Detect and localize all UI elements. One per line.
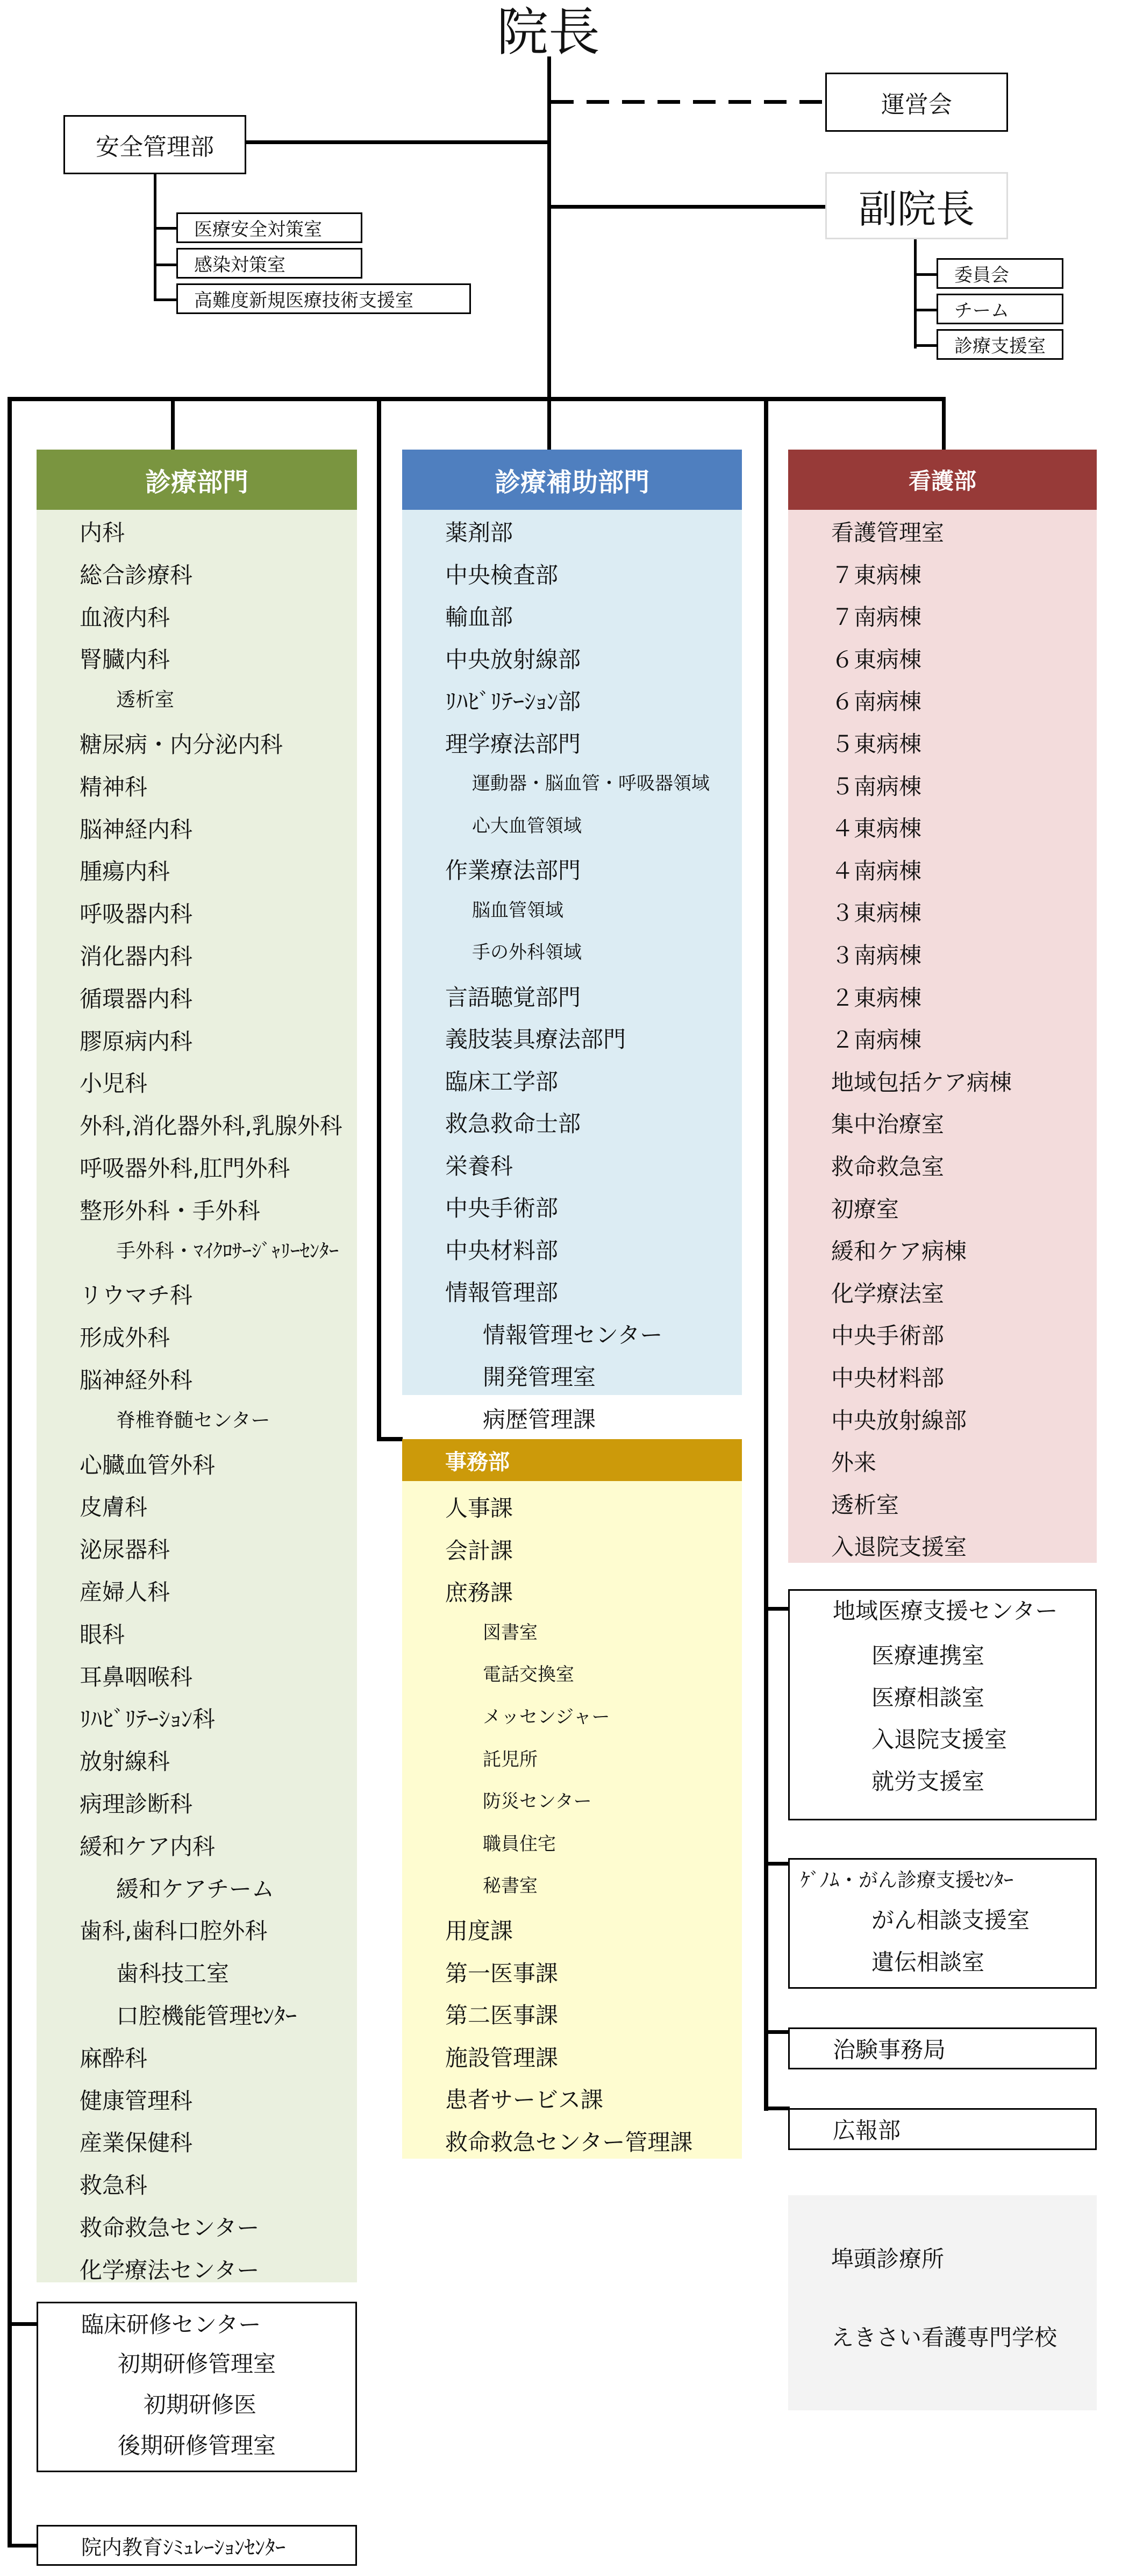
training-tick [8,2322,37,2326]
safety-child-label: 医療安全対策室 [194,219,322,240]
clinical-item: 病理診断科 [80,1791,193,1817]
nursing-item: ４南病棟 [831,857,922,884]
training-item: 後期研修管理室 [118,2432,276,2459]
clinical-item: 腫瘍内科 [80,858,170,885]
genome-item: がん相談支援室 [871,1907,1030,1933]
admin-item: メッセンジャー [483,1706,610,1728]
clinical-item: 眼科 [80,1621,125,1648]
regional-item: 医療連携室 [871,1642,985,1669]
training-item: 初期研修医 [144,2392,257,2418]
admin-item: 電話交換室 [483,1664,574,1686]
nursing-item: ７南病棟 [831,604,922,631]
right-tick [764,2107,790,2110]
clinical-item: 手外科・ﾏｲｸﾛｻｰｼﾞｬﾘｰｾﾝﾀｰ [116,1240,339,1262]
right-trunk-line [764,398,768,2111]
other-facilities-box [788,2195,1097,2410]
support-item: 言語聴覚部門 [445,984,581,1011]
clinical-item: 内科 [80,520,125,546]
nursing-title: 看護部 [908,468,976,494]
support-item: 義肢装具療法部門 [445,1026,626,1052]
regional-item: 就労支援室 [871,1768,985,1795]
admin-item: 救命救急センター管理課 [445,2129,693,2155]
safety-child-box [176,283,471,314]
vice-child-tick [914,344,938,347]
nursing-item: ５東病棟 [831,731,922,757]
education-label: 院内教育ｼﾐｭﾚｰｼｮﾝｾﾝﾀｰ [81,2535,286,2559]
nursing-item: 中央材料部 [831,1365,945,1391]
support-item: 中央検査部 [445,561,559,588]
clinical-item: 精神科 [80,773,148,800]
nursing-item: ４東病棟 [831,815,922,842]
regional-header-box [788,1589,1097,1630]
clinical-item: 外科,消化器外科,乳腺外科 [80,1113,342,1140]
nursing-item: ２南病棟 [831,1027,922,1054]
clinical-item: 緩和ケアチーム [116,1875,275,1902]
support-item: 臨床工学部 [445,1068,559,1095]
vice-child-box [937,258,1063,289]
left-trunk-line [8,397,12,2547]
vice-child-box [937,329,1063,360]
safety-label: 安全管理部 [96,133,214,161]
admin-item: 第二医事課 [445,2002,559,2029]
clinical-item: 健康管理科 [80,2087,193,2114]
admin-item: 秘書室 [483,1875,538,1897]
training-header-box [37,2302,357,2345]
clinical-item: 化学療法センター [80,2257,260,2283]
trial-box [788,2027,1097,2069]
director-box [462,0,634,62]
clinical-item: 血液内科 [80,604,170,631]
admin-item: 託児所 [483,1748,538,1770]
support-item: 輸血部 [445,604,513,630]
regional-item: 医療相談室 [871,1684,985,1711]
nursing-item: ３南病棟 [831,942,922,969]
nursing-item: 集中治療室 [831,1111,945,1138]
director-label: 院長 [497,2,600,62]
clinical-item: 脊椎脊髄センター [116,1409,270,1432]
clinical-item: 小児科 [80,1070,148,1097]
support-panel [402,450,742,1433]
main-trunk-line [547,54,551,398]
genome-body-box [788,1897,1097,1989]
support-item: 情報管理部 [445,1279,559,1306]
clinical-item: 耳鼻咽喉科 [80,1663,193,1690]
clinical-item: 麻酔科 [80,2045,148,2072]
education-tick [8,2544,37,2547]
admin-tick [377,1437,403,1441]
admin-item: 会計課 [445,1537,513,1564]
training-item: 初期研修管理室 [118,2351,276,2377]
clinical-item: 歯科,歯科口腔外科 [80,1918,268,1945]
safety-child-tick [154,227,177,230]
right-tick [764,1607,790,1611]
support-item: 脳血管領域 [472,899,563,921]
clinical-item: 皮膚科 [80,1494,148,1521]
clinical-item: 心臓血管外科 [80,1451,216,1478]
clinical-item: 産婦人科 [80,1579,170,1605]
clinical-item: 透析室 [116,689,175,711]
admin-item: 用度課 [445,1918,513,1944]
vice-connector [551,205,825,209]
nursing-item: ５南病棟 [831,773,922,800]
clinical-item: 泌尿器科 [80,1536,170,1563]
clinical-item: 糖尿病・内分泌内科 [80,731,283,758]
support-item: 中央材料部 [445,1237,559,1264]
nursing-item: 透析室 [831,1491,899,1518]
right-tick [764,2030,790,2034]
nursing-item: 中央放射線部 [831,1407,967,1434]
other-facility-item: えきさい看護専門学校 [831,2324,1057,2351]
support-item: 栄養科 [445,1152,513,1179]
right-tick [764,1862,790,1866]
nursing-item: ７東病棟 [831,561,922,588]
support-item: 作業療法部門 [445,857,581,884]
nursing-item: 外来 [831,1449,877,1476]
safety-box [63,115,246,174]
training-title: 臨床研修センター [81,2311,261,2338]
nursing-item: ６南病棟 [831,688,922,715]
safety-child-label: 感染対策室 [194,254,285,276]
support-item: 救急救命士部 [445,1111,581,1137]
department-bus-line [8,397,946,401]
admin-title: 事務部 [445,1449,510,1475]
safety-child-tick [154,264,177,266]
safety-child-box [176,212,362,243]
clinical-item: 消化器内科 [80,943,193,970]
clinical-item: 放射線科 [80,1748,170,1775]
admin-item: 第一医事課 [445,1960,559,1987]
pr-box [788,2108,1097,2150]
trial-label: 治験事務局 [833,2037,946,2063]
support-item: 手の外科領域 [472,942,582,963]
clinical-item: 歯科技工室 [116,1960,230,1987]
clinical-item: 膠原病内科 [80,1028,193,1055]
safety-children-line [154,174,156,301]
support-item: ﾘﾊﾋﾞﾘﾃｰｼｮﾝ部 [445,688,581,715]
genome-title: ｹﾞﾉﾑ・がん診療支援ｾﾝﾀｰ [801,1869,1014,1891]
regional-body-box [788,1628,1097,1820]
support-item: 開発管理室 [483,1364,596,1390]
vice-child-tick [914,309,938,311]
regional-title: 地域医療支援センター [833,1598,1058,1624]
other-facility-item: 埠頭診療所 [831,2246,945,2272]
clinical-item: 呼吸器内科 [80,901,193,928]
nursing-item: 入退院支援室 [831,1534,967,1561]
bus-drop [171,401,175,450]
clinical-item: 循環器内科 [80,985,193,1012]
vice-director-label: 副院長 [858,186,975,232]
nursing-item: 化学療法室 [831,1280,945,1307]
admin-item: 人事課 [445,1495,513,1521]
clinical-item: 救急科 [80,2172,148,2199]
nursing-item: ２東病棟 [831,984,922,1011]
admin-panel [402,1439,742,2159]
nursing-item: ３東病棟 [831,900,922,927]
clinical-item: 口腔機能管理ｾﾝﾀｰ [116,2003,297,2029]
support-item: 中央手術部 [445,1195,559,1221]
nursing-item: 地域包括ケア病棟 [831,1069,1012,1095]
training-body-box [37,2343,357,2472]
admin-item: 図書室 [483,1621,538,1643]
admin-item: 防災センター [483,1791,592,1813]
bus-drop [942,401,946,450]
nursing-header [788,450,1097,510]
vice-children-line [914,239,917,348]
support-title: 診療補助部門 [494,467,649,497]
clinical-item: 呼吸器外科,肛門外科 [80,1155,290,1182]
admin-item: 職員住宅 [483,1833,556,1855]
admin-item: 庶務課 [445,1579,513,1606]
clinical-item: 脳神経内科 [80,816,193,843]
vice-child-label: チーム [954,300,1009,322]
vice-child-label: 診療支援室 [954,336,1046,357]
nursing-item: 救命救急室 [831,1154,945,1180]
clinical-item: 腎臓内科 [80,646,170,673]
clinical-item: 脳神経外科 [80,1367,193,1393]
dashed-connector [551,100,825,104]
support-item: 運動器・脳血管・呼吸器領域 [472,773,710,794]
support-item: 中央放射線部 [445,646,581,673]
genome-item: 遺伝相談室 [871,1949,985,1975]
support-item: 情報管理センター [483,1321,663,1348]
support-item: 病歴管理課 [483,1406,596,1433]
clinical-item: ﾘﾊﾋﾞﾘﾃｰｼｮﾝ科 [80,1706,216,1733]
support-item: 薬剤部 [445,520,513,546]
clinical-item: 整形外科・手外科 [80,1197,261,1224]
clinical-item: 総合診療科 [80,561,193,588]
clinical-item: 形成外科 [80,1325,170,1351]
vice-director-box [825,172,1008,239]
education-box [37,2525,357,2566]
nursing-panel [788,450,1097,1563]
bus-drop [547,401,551,450]
admin-header [402,1439,742,1481]
council-label: 運営会 [881,91,952,118]
clinical-item: 救命救急センター [80,2215,260,2241]
safety-child-label: 高難度新規医療技術支援室 [194,290,413,311]
pr-label: 広報部 [833,2117,901,2144]
council-box [825,73,1008,132]
nursing-item: 初療室 [831,1196,899,1222]
admin-item: 患者サービス課 [445,2087,604,2114]
nursing-item: 緩和ケア病棟 [831,1238,967,1265]
nursing-item: 看護管理室 [831,520,945,546]
clinical-panel [37,450,357,2282]
support-item: 心大血管領域 [472,815,582,837]
safety-child-box [176,248,362,279]
clinical-title: 診療部門 [145,467,248,497]
safety-connector [245,140,547,144]
support-item: 理学療法部門 [445,730,581,757]
clinical-item: リウマチ科 [80,1282,193,1309]
admin-item: 施設管理課 [445,2044,559,2071]
nursing-item: ６東病棟 [831,646,922,673]
vice-child-tick [914,273,938,276]
support-header [402,450,742,510]
regional-item: 入退院支援室 [871,1726,1007,1753]
genome-header-box [788,1858,1097,1899]
nursing-item: 中央手術部 [831,1322,945,1349]
clinical-item: 産業保健科 [80,2130,193,2157]
vice-child-box [937,294,1063,324]
admin-trunk-line [377,398,381,1441]
clinical-item: 緩和ケア内科 [80,1833,216,1860]
safety-child-tick [154,298,177,301]
vice-child-label: 委員会 [954,265,1009,286]
clinical-header [37,450,357,510]
